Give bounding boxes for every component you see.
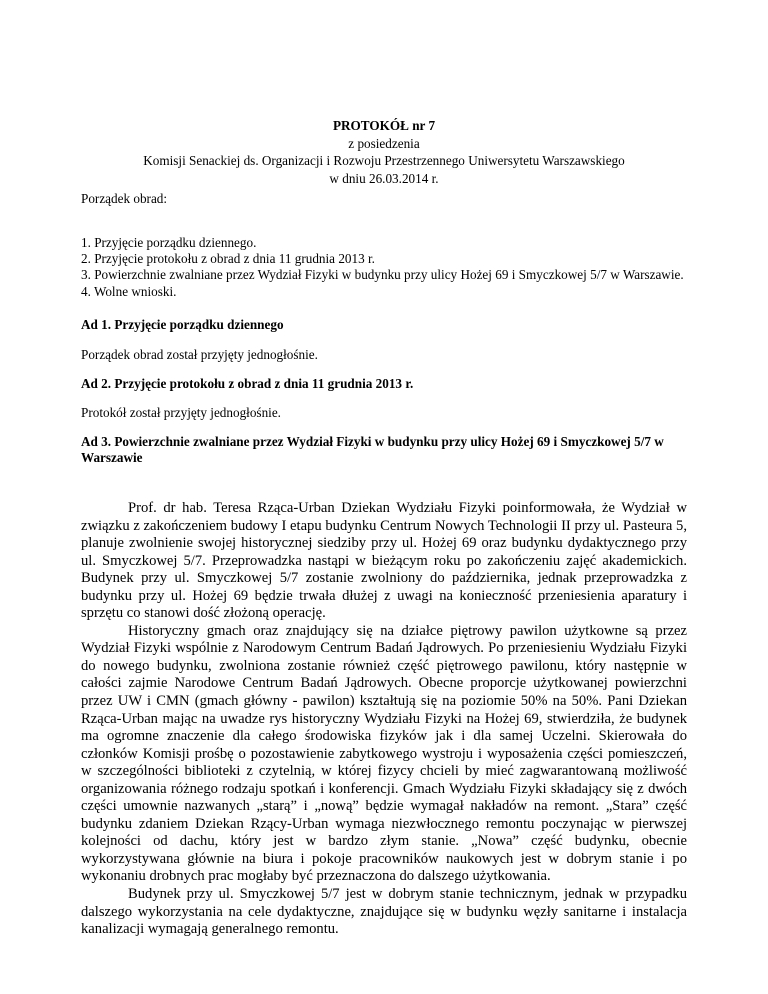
agenda-item: 3. Powierzchnie zwalniane przez Wydział Fizyki w budynku przy ulicy Hożej 69 i Smyczkowej 5/7 w Warszawie.	[81, 267, 684, 283]
section-ad3-heading: Ad 3. Powierzchnie zwalniane przez Wydział Fizyki w budynku przy ulicy Hożej 69 i Smyczkowej 5/7 w Warszawie	[81, 434, 664, 466]
section-ad2-heading: Ad 2. Przyjęcie protokołu z obrad z dnia 11 grudnia 2013 r.	[81, 376, 414, 391]
body-paragraph: Prof. dr hab. Teresa Rząca-Urban Dziekan Wydziału Fizyki poinformowała, że Wydział w związku z zakończeniem budowy I etapu budynku Centrum Nowych Technologii II przy ul. Pasteura 5, planuje zwolnienie swojej historycznej siedziby przy ul. Hożej 69 oraz budynku dydaktycznego przy ul. Smyczkowej 5/7. Przeprowadzka nastąpi w bieżącym roku po zakończeniu zajęć akademickich. Budynek przy ul. Smyczkowej 5/7 zostanie zwolniony do października, jednak przeprowadzka z budynku przy ul. Hożej 69 będzie trwała dłużej z uwagi na konieczność przeniesienia aparatury i sprzętu co stanowi dość złożoną operację.	[81, 500, 687, 622]
agenda-item: 4. Wolne wnioski.	[81, 283, 177, 299]
section-ad2-text: Protokół został przyjęty jednogłośnie.	[81, 405, 281, 420]
document-subtitle: z posiedzenia	[348, 135, 420, 151]
document-header	[81, 117, 687, 187]
section-ad1-heading: Ad 1. Przyjęcie porządku dziennego	[81, 317, 284, 332]
agenda-list	[81, 235, 687, 300]
section-ad3-body	[81, 500, 687, 939]
agenda-title: Porządek obrad:	[81, 191, 168, 206]
committee-name: Komisji Senackiej ds. Organizacji i Rozwoju Przestrzennego Uniwersytetu Warszawskiego	[143, 153, 625, 168]
agenda-item: 2. Przyjęcie protokołu z obrad z dnia 11 grudnia 2013 r.	[81, 251, 375, 267]
agenda-item: 1. Przyjęcie porządku dziennego.	[81, 235, 257, 250]
document-title: PROTOKÓŁ nr 7	[332, 118, 436, 133]
body-paragraph: Historyczny gmach oraz znajdujący się na działce piętrowy pawilon użytkowne są przez Wydział Fizyki wspólnie z Narodowym Centrum Badań Jądrowych. Po przeniesieniu Wydziału Fizyki do nowego budynku, zwolniona zostanie również część piętrowego pawilonu, który następnie w całości zajmie Narodowe Centrum Badań Jądrowych. Obecne proporcje użytkowanej powierzchni przez UW i CMN (gmach główny - pawilon) kształtują się na poziomie 50% na 50%. Pani Dziekan Rząca-Urban mając na uwadze rys historyczny Wydziału Fizyki na Hożej 69, stwierdziła, że budynek ma ogromne znaczenie dla całego środowiska fizyków jak i dla samej Uczelni. Skierowała do członków Komisji prośbę o pozostawienie zabytkowego wystroju i wyposażenia części pomieszczeń, w szczególności biblioteki z czytelnią, w której fizycy chcieli by mieć zagwarantowaną możliwość organizowania różnego rodzaju spotkań i konferencji. Gmach Wydziału Fizyki składający się z dwóch części umownie nazwanych „starą” i „nową” będzie wymagał nakładów na remont. „Stara” część budynku zdaniem Dziekan Rzący-Urban wymaga niezwłocznego remontu poczynając w pierwszej kolejności od dachu, który jest w bardzo złym stanie. „Nowa” część budynku, obecnie wykorzystywana głównie na biura i pokoje pracowników naukowych jest w dobrym stanie i po wykonaniu drobnych prac mogłaby być przeznaczona do dalszego użytkowania.	[81, 622, 687, 885]
body-paragraph: Budynek przy ul. Smyczkowej 5/7 jest w dobrym stanie technicznym, jednak w przypadku dalszego wykorzystania na cele dydaktyczne, znajdujące się w budynku węzły sanitarne i instalacja kanalizacji wymagają generalnego remontu.	[81, 886, 687, 938]
meeting-date: w dniu 26.03.2014 r.	[329, 170, 439, 186]
section-ad1-text: Porządek obrad został przyjęty jednogłośnie.	[81, 347, 318, 362]
